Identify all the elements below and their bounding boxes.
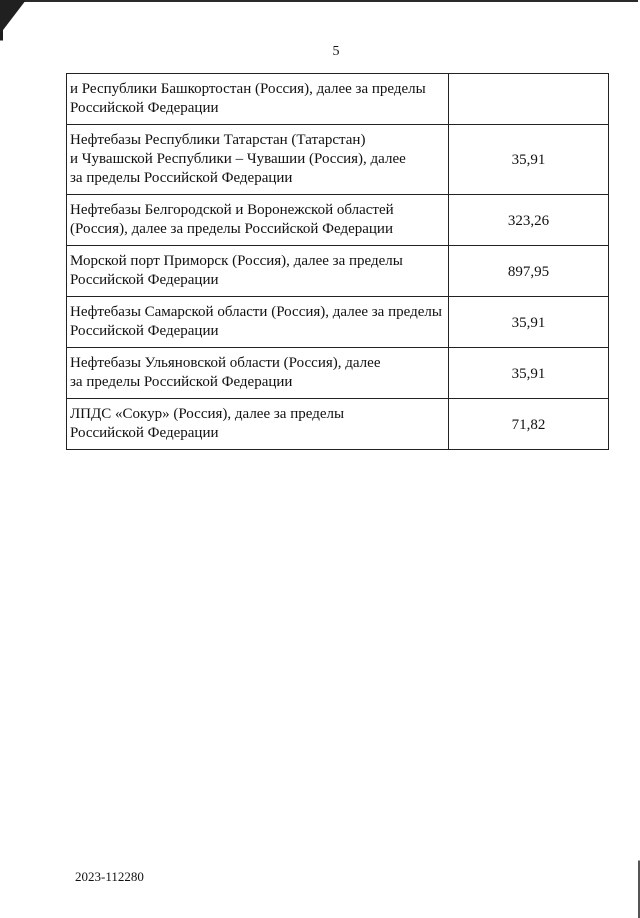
route-description: ЛПДС «Сокур» (Россия), далее за пределы Российской Федерации (67, 399, 449, 450)
table-row (67, 125, 609, 195)
route-description: Нефтебазы Ульяновской области (Россия), далее за пределы Российской Федерации (67, 348, 449, 399)
tariff-table (66, 73, 609, 450)
tariff-value: 35,91 (449, 348, 609, 399)
tariff-value: 35,91 (449, 125, 609, 195)
table-row (67, 195, 609, 246)
scan-corner-shadow (0, 0, 26, 34)
table-row (67, 348, 609, 399)
page-number: 5 (332, 44, 340, 59)
route-description: Морской порт Приморск (Россия), далее за пределы Российской Федерации (67, 246, 449, 297)
tariff-value: 897,95 (449, 246, 609, 297)
route-description: Нефтебазы Белгородской и Воронежской областей (Россия), далее за пределы Российской Федерации (67, 195, 449, 246)
tariff-value (449, 74, 609, 125)
table-row (67, 74, 609, 125)
document-code: 2023-112280 (75, 869, 144, 884)
table-row (67, 297, 609, 348)
table-row (67, 399, 609, 450)
scan-edge-top (0, 0, 640, 2)
scan-edge-left (0, 0, 3, 918)
table-row (67, 246, 609, 297)
route-description: и Республики Башкортостан (Россия), далее за пределы Российской Федерации (67, 74, 449, 125)
route-description: Нефтебазы Самарской области (Россия), далее за пределы Российской Федерации (67, 297, 449, 348)
tariff-value: 35,91 (449, 297, 609, 348)
route-description: Нефтебазы Республики Татарстан (Татарстан) и Чувашской Республики – Чувашии (Россия), далее за пределы Российской Федерации (67, 125, 449, 195)
tariff-value: 71,82 (449, 399, 609, 450)
tariff-value: 323,26 (449, 195, 609, 246)
